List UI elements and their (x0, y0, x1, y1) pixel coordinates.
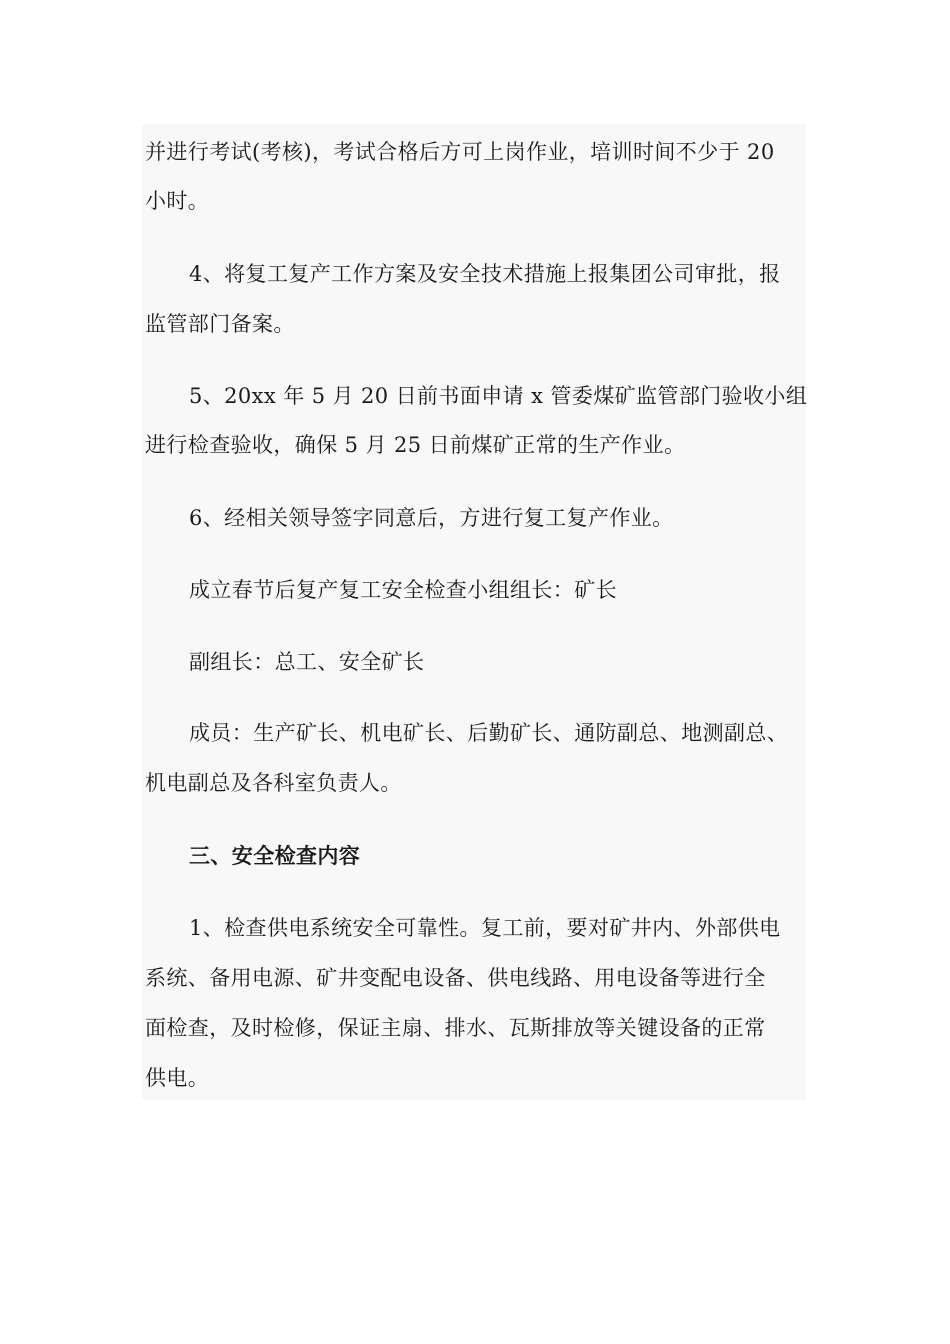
paragraph-check-1-line-2: 系统、备用电源、矿井变配电设备、供电线路、用电设备等进行全 (145, 966, 766, 990)
paragraph-item-4-line-2: 监管部门备案。 (145, 312, 295, 336)
paragraph-deputy-leader: 副组长：总工、安全矿长 (189, 650, 425, 674)
paragraph-group-leader: 成立春节后复产复工安全检查小组组长：矿长 (189, 578, 617, 602)
paragraph-members-line-2: 机电副总及各科室负责人。 (145, 771, 402, 795)
paragraph-item-4-line-1: 4、将复工复产工作方案及安全技术措施上报集团公司审批，报 (189, 262, 781, 286)
paragraph-check-1-line-3: 面检查，及时检修，保证主扇、排水、瓦斯排放等关键设备的正常 (145, 1016, 766, 1040)
section-heading: 三、安全检查内容 (189, 843, 361, 868)
paragraph-training-line-2: 小时。 (145, 189, 210, 213)
paragraph-training-line-1: 并进行考试(考核)，考试合格后方可上岗作业，培训时间不少于 20 (145, 140, 775, 164)
paragraph-item-5-line-1: 5、20xx 年 5 月 20 日前书面申请 x 管委煤矿监管部门验收小组 (189, 384, 808, 408)
paragraph-check-1-line-4: 供电。 (145, 1066, 210, 1090)
paragraph-item-6: 6、经相关领导签字同意后，方进行复工复产作业。 (189, 506, 674, 530)
paragraph-members-line-1: 成员：生产矿长、机电矿长、后勤矿长、通防副总、地测副总、 (189, 721, 789, 745)
paragraph-check-1-line-1: 1、检查供电系统安全可靠性。复工前，要对矿井内、外部供电 (189, 916, 781, 940)
paragraph-item-5-line-2: 进行检查验收，确保 5 月 25 日前煤矿正常的生产作业。 (145, 433, 686, 457)
